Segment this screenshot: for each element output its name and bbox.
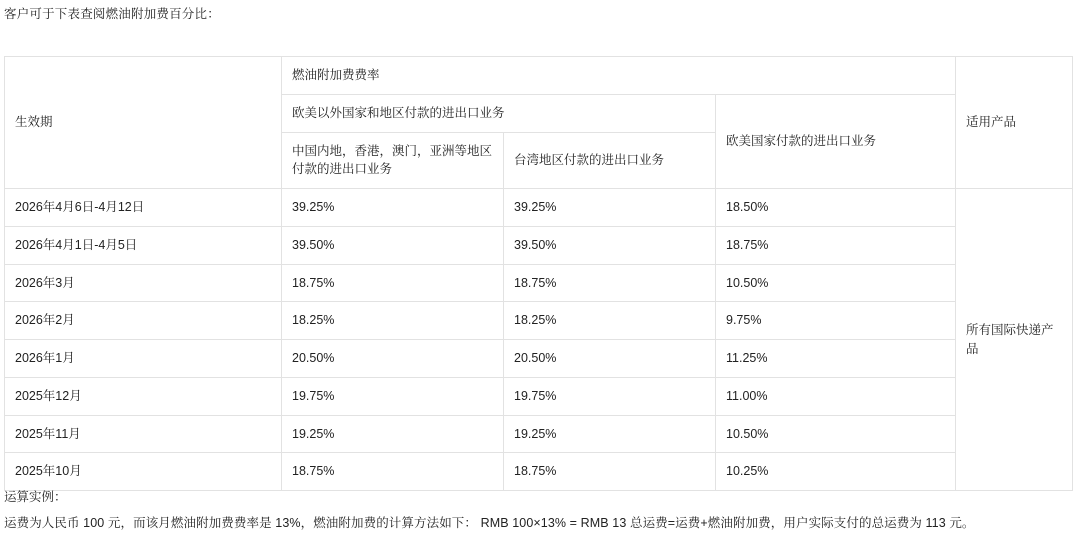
table-row xyxy=(5,340,1073,378)
cell-mainland-rate: 18.75% xyxy=(282,264,504,302)
table-row xyxy=(5,189,1073,227)
cell-taiwan-rate: 18.75% xyxy=(504,264,716,302)
cell-euro-us-rate: 18.75% xyxy=(716,226,956,264)
cell-taiwan-rate: 20.50% xyxy=(504,340,716,378)
example-title: 运算实例： xyxy=(4,490,67,504)
cell-period: 2026年3月 xyxy=(5,264,282,302)
cell-mainland-rate: 39.50% xyxy=(282,226,504,264)
table-header xyxy=(5,57,1073,189)
header-fuel-rate-group: 燃油附加费费率 xyxy=(282,57,956,95)
cell-euro-us-rate: 10.50% xyxy=(716,264,956,302)
cell-euro-us-rate: 9.75% xyxy=(716,302,956,340)
table-row xyxy=(5,302,1073,340)
cell-taiwan-rate: 19.25% xyxy=(504,415,716,453)
cell-euro-us-rate: 11.00% xyxy=(716,377,956,415)
cell-taiwan-rate: 19.75% xyxy=(504,377,716,415)
cell-period: 2026年2月 xyxy=(5,302,282,340)
cell-mainland-rate: 18.75% xyxy=(282,453,504,491)
cell-mainland-rate: 18.25% xyxy=(282,302,504,340)
header-effective-period: 生效期 xyxy=(5,57,282,189)
cell-mainland-rate: 19.25% xyxy=(282,415,504,453)
cell-period: 2026年1月 xyxy=(5,340,282,378)
cell-period: 2026年4月6日-4月12日 xyxy=(5,189,282,227)
table-body xyxy=(5,189,1073,491)
header-applicable-product: 适用产品 xyxy=(956,57,1073,189)
cell-period: 2026年4月1日-4月5日 xyxy=(5,226,282,264)
cell-euro-us-rate: 18.50% xyxy=(716,189,956,227)
fuel-surcharge-table xyxy=(4,56,1073,491)
cell-euro-us-rate: 11.25% xyxy=(716,340,956,378)
header-euro-us-column: 欧美国家付款的进出口业务 xyxy=(716,94,956,188)
cell-period: 2025年11月 xyxy=(5,415,282,453)
table-row xyxy=(5,415,1073,453)
intro-paragraph: 客户可于下表查阅燃油附加费百分比： xyxy=(4,7,220,21)
cell-taiwan-rate: 18.25% xyxy=(504,302,716,340)
table-row xyxy=(5,264,1073,302)
cell-period: 2025年10月 xyxy=(5,453,282,491)
cell-taiwan-rate: 39.50% xyxy=(504,226,716,264)
cell-mainland-rate: 20.50% xyxy=(282,340,504,378)
header-mainland-column: 中国内地，香港，澳门，亚洲等地区付款的进出口业务 xyxy=(282,132,504,189)
example-text: 运费为人民币 100 元，而该月燃油附加费费率是 13%，燃油附加费的计算方法如下： RMB 100×13% = RMB 13 总运费=运费+燃油附加费，用户实际支付的总运费为 113 元。 xyxy=(4,516,975,530)
cell-mainland-rate: 39.25% xyxy=(282,189,504,227)
cell-taiwan-rate: 39.25% xyxy=(504,189,716,227)
table-row xyxy=(5,377,1073,415)
cell-applicable-product: 所有国际快递产品 xyxy=(956,189,1073,491)
cell-taiwan-rate: 18.75% xyxy=(504,453,716,491)
cell-euro-us-rate: 10.50% xyxy=(716,415,956,453)
cell-period: 2025年12月 xyxy=(5,377,282,415)
table-row xyxy=(5,453,1073,491)
header-non-euro-us-group: 欧美以外国家和地区付款的进出口业务 xyxy=(282,94,716,132)
header-row-1 xyxy=(5,57,1073,95)
header-taiwan-column: 台湾地区付款的进出口业务 xyxy=(504,132,716,189)
cell-mainland-rate: 19.75% xyxy=(282,377,504,415)
cell-euro-us-rate: 10.25% xyxy=(716,453,956,491)
table-row xyxy=(5,226,1073,264)
